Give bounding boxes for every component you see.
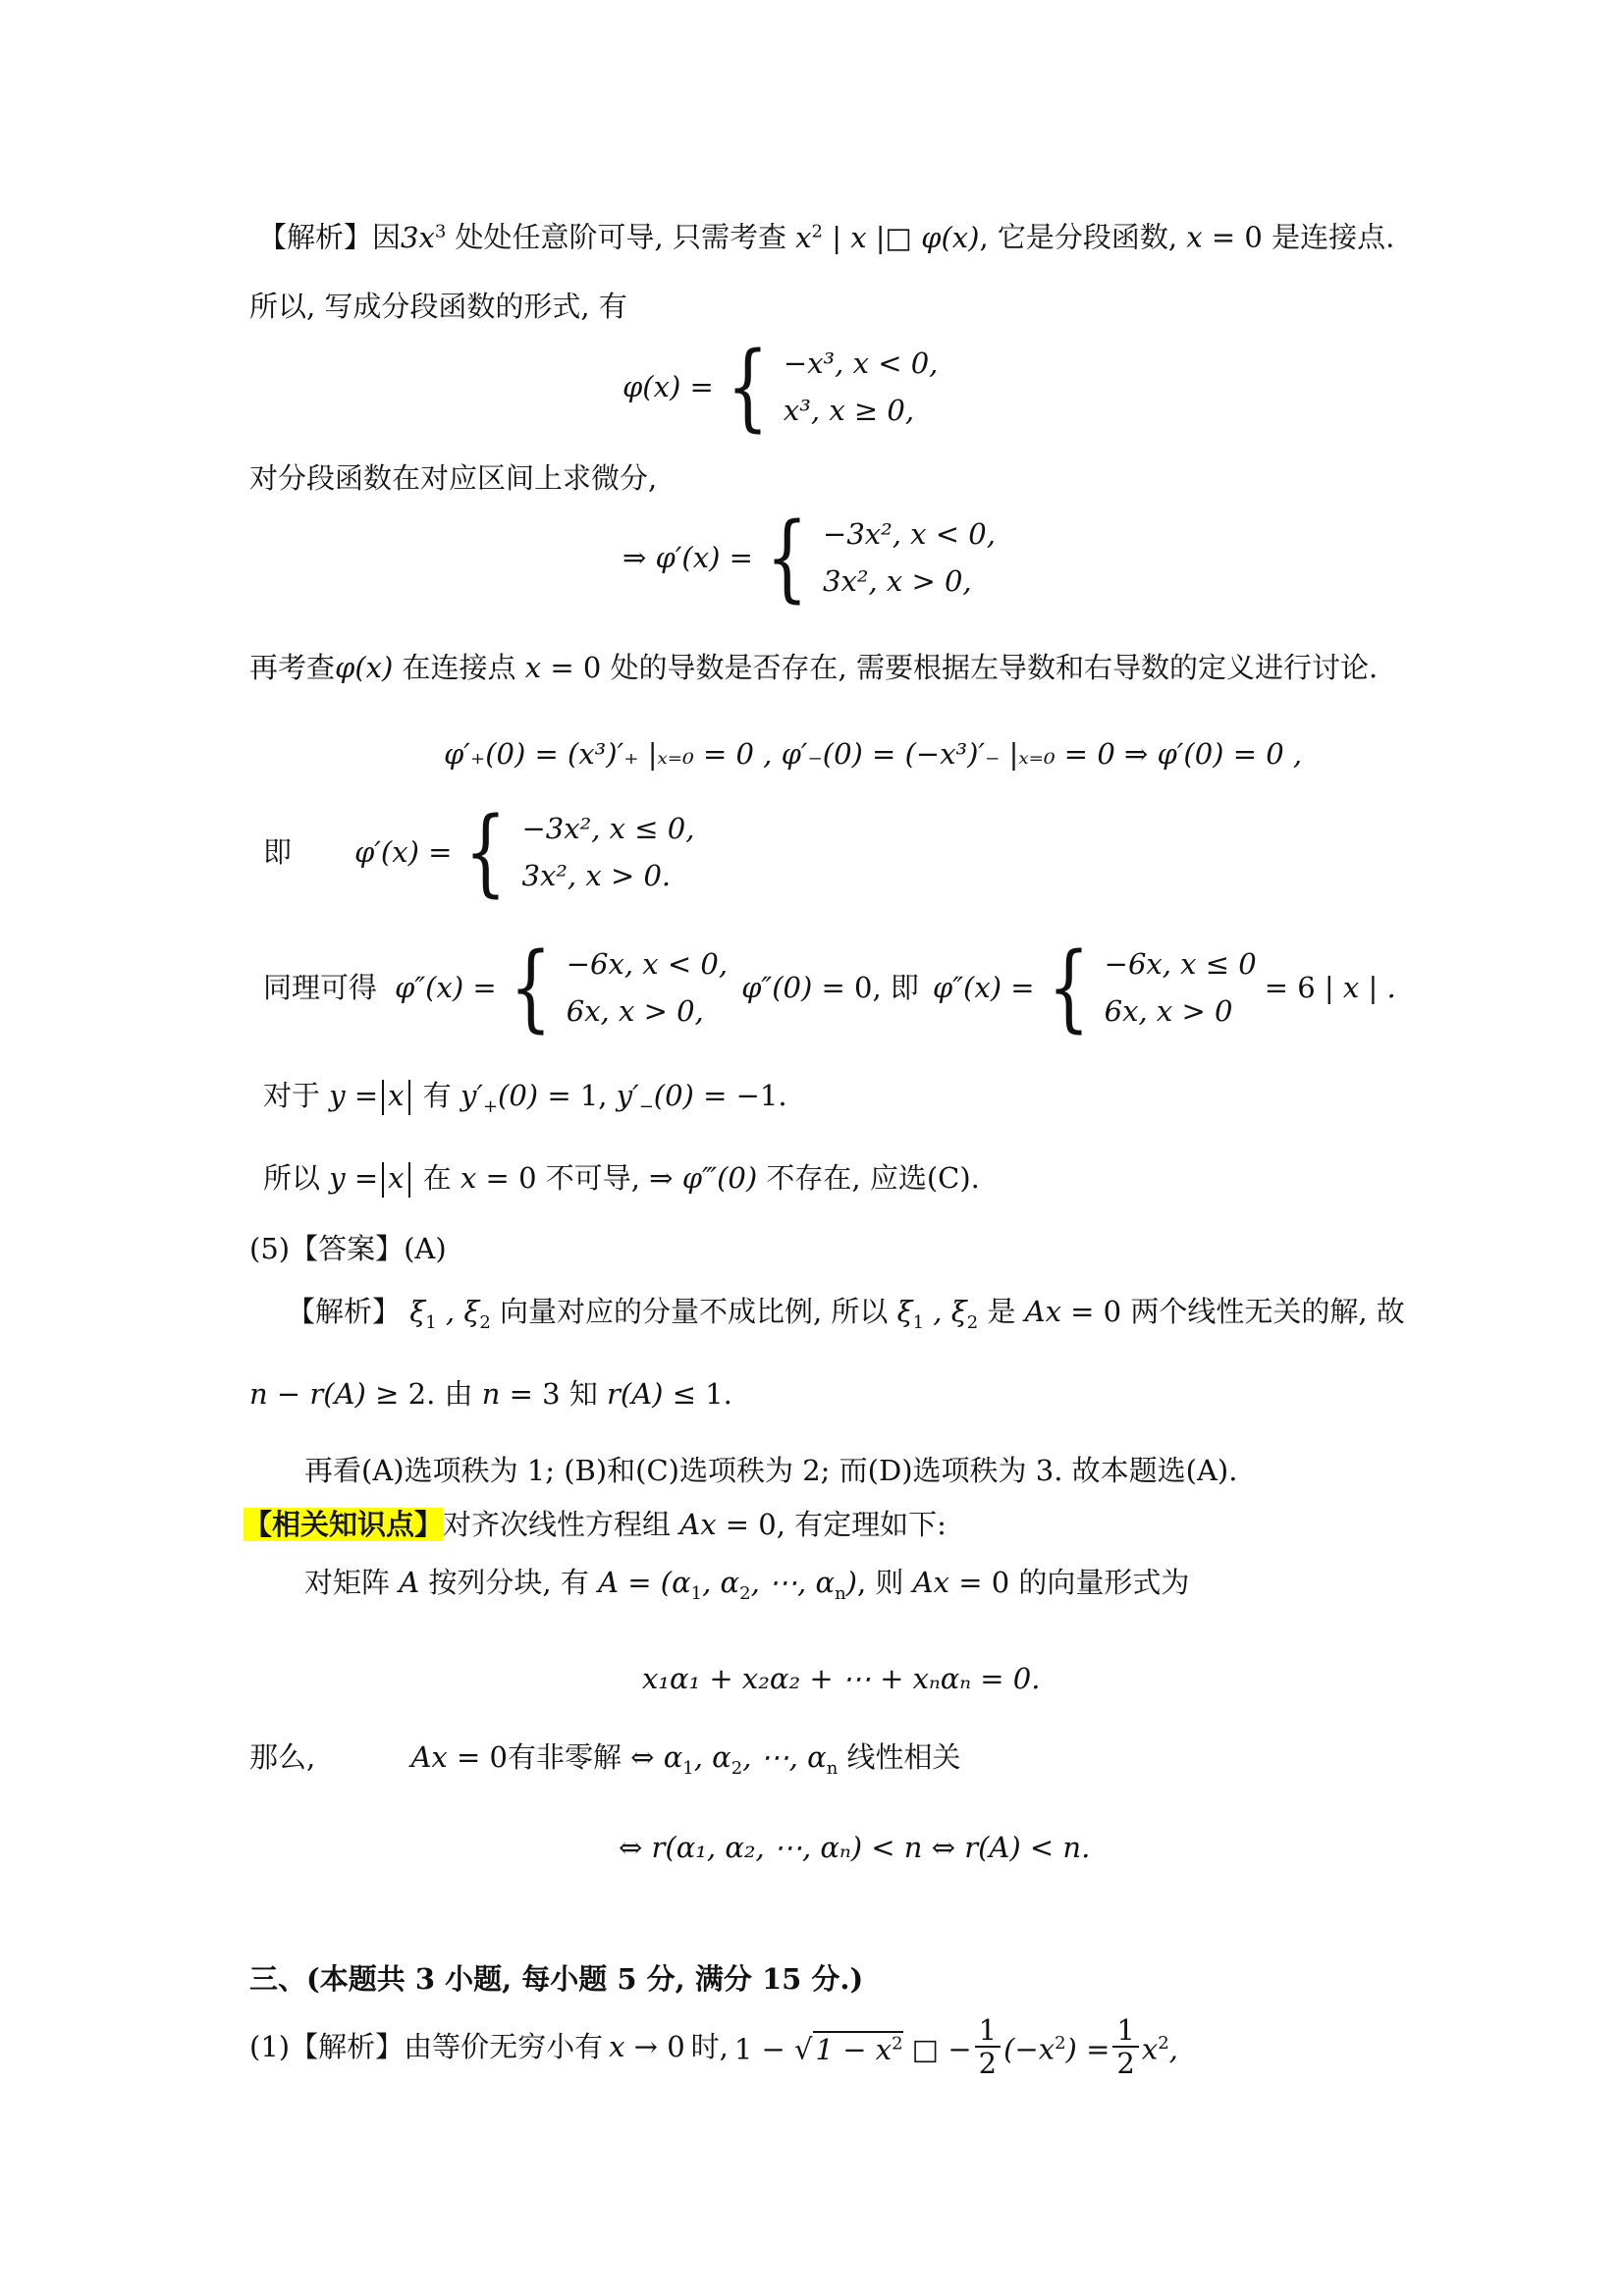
line-conclusion-c: 所以 y = x 在 x = 0 不可导, ⇒ φ‴(0) 不存在, 应选(C). [263,1158,980,1198]
line-rank-condition: n − r(A) ≥ 2. 由 n = 3 知 r(A) ≤ 1. [249,1377,732,1411]
line-nonzero-solution: 那么, Ax = 0有非零解 ⇔ $\alpha_1$, $\alpha_2$, ⋯, $\alpha_n$ 线性相关 [249,1740,961,1779]
line-column-blocks: 对矩阵 A 按列分块, 有 $A = (\alpha_1$, $\alpha_2$, ⋯, $\alpha_n$), 则 Ax = 0 的向量形式为 [304,1566,1190,1604]
line-vector-form: x₁α₁ + x₂α₂ + ⋯ + xₙαₙ = 0. [642,1662,1041,1695]
section-three-title: 三、(本题共 3 小题, 每小题 5 分, 满分 15 分.) [249,1962,864,1996]
brace-icon: { [1047,933,1090,1042]
brace-icon: { [726,332,769,442]
line-knowledge-point: 【相关知识点】对齐次线性方程组 Ax = 0, 有定理如下: [244,1508,947,1541]
brace-icon: { [464,797,508,907]
line-one-sided-derivatives: φ′₊(0) = (x³)′₊ |ₓ₌₀ = 0 , φ′₋(0) = (−x³)′₋ |ₓ₌₀ = 0 ⇒ φ′(0) = 0 , [444,737,1303,771]
line-analysis-intro: 【解析】因$3x^3$ 处处任意阶可导, 只需考查 $x^2$ | x |□ φ(x), 它是分段函数, x = 0 是连接点. [258,220,1395,254]
line-piecewise-text: 所以, 写成分段函数的形式, 有 [249,290,627,323]
piecewise-phi: φ(x) = { −x³, x < 0, x³, x ≥ 0, [623,332,939,442]
line-answer-5: (5)【答案】(A) [249,1232,447,1265]
piecewise-second-derivative: 同理可得 φ″(x) = { −6x, x < 0, 6x, x > 0, φ″(0) = 0 , 即 φ″(x) = { −6x, x ≤ 0 6x, x > 0 = 6 | x | . [263,933,1396,1042]
line-abs-derivatives: 对于 y = x 有 $y'_+(0) = 1$, $y'_-(0) = -1$. [263,1079,787,1117]
line-differentiate-text: 对分段函数在对应区间上求微分, [249,461,658,495]
line-rank-equivalence: ⇔ r(α₁, α₂, ⋯, αₙ) < n ⇔ r(A) < n. [619,1831,1091,1864]
line-check-derivative: 再考查φ(x) 在连接点 x = 0 处的导数是否存在, 需要根据左导数和右导数的定义进行讨论. [249,651,1379,684]
line-options-rank: 再看(A)选项秩为 1; (B)和(C)选项秩为 2; 而(D)选项秩为 3. 故本题选(A). [304,1454,1238,1487]
piecewise-phi-prime: ⇒ φ′(x) = { −3x², x < 0, 3x², x > 0, [623,503,996,613]
knowledge-highlight: 【相关知识点】 [244,1508,444,1541]
line-equivalent-infinitesimal: (1)【解析】由等价无穷小有 x → 0 时, 1 − √ $1 - x^2$ □ − $\frac{1}{2}$ $(-x^2)$ = $\frac{1}{2}$ $x^2$, [249,2013,1178,2080]
brace-icon: { [509,933,552,1042]
piecewise-result-first: 即 φ′(x) = { −3x², x ≤ 0, 3x², x > 0. [263,797,695,907]
line-analysis-5: 【解析】 $\xi_1$ , $\xi_2$ 向量对应的分量不成比例, 所以 $\xi_1$ , $\xi_2$ 是 Ax = 0 两个线性无关的解, 故 [287,1295,1405,1333]
brace-icon: { [766,503,808,613]
analysis-tag: 【解析】 [258,220,373,254]
